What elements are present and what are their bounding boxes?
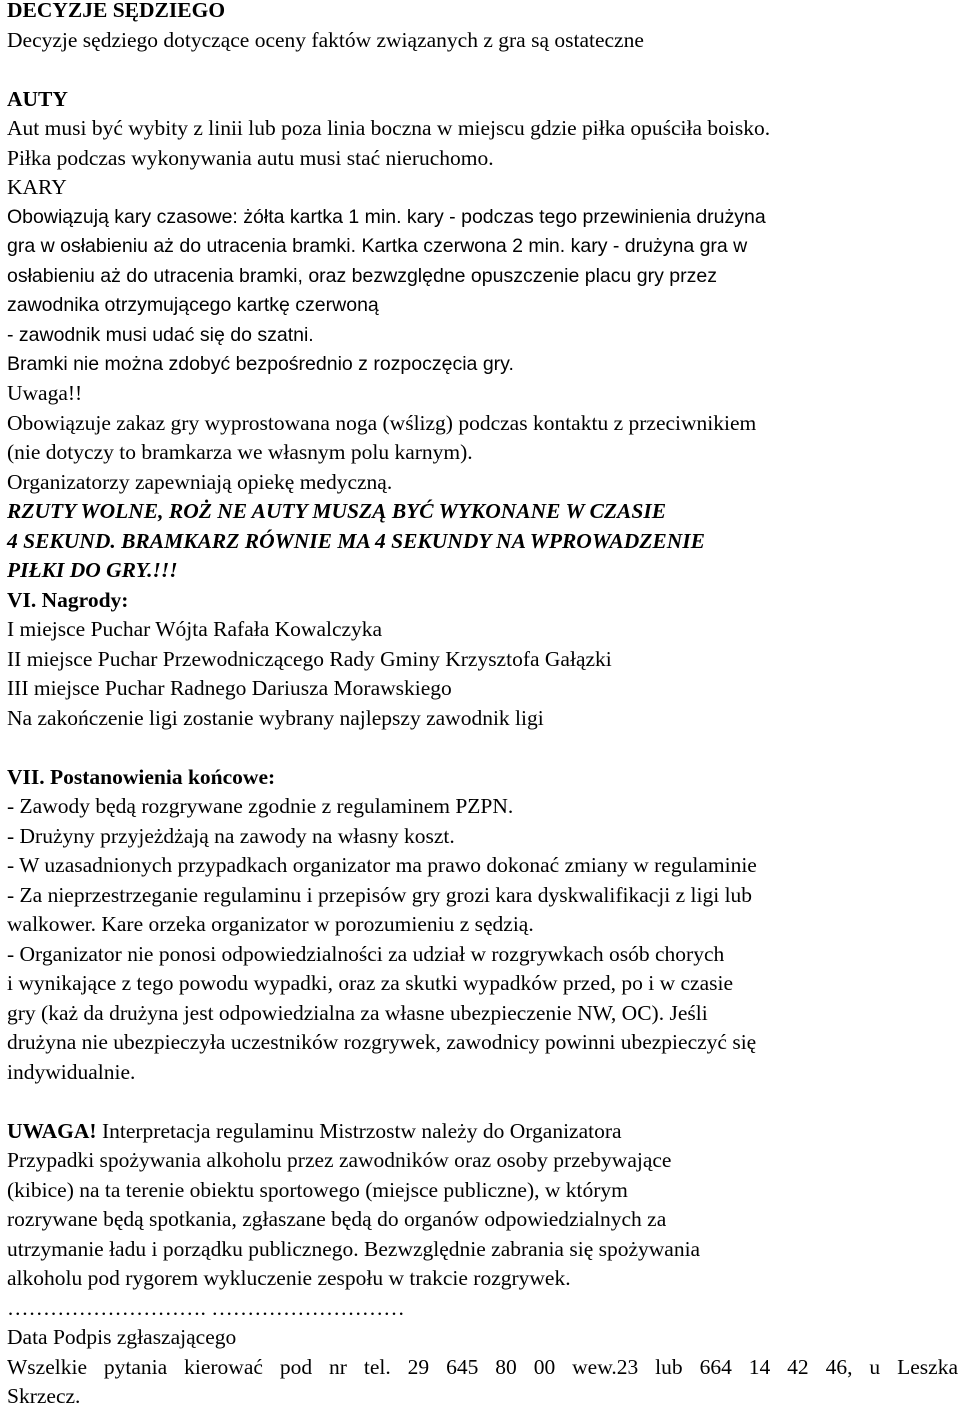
penalties-text: Obowiązują kary czasowe: bbox=[7, 206, 244, 228]
penalties-text: żółta kartka 1 min. kary - podczas tego przewinienia drużyna bbox=[243, 206, 766, 228]
notice-line: Przypadki spożywania alkoholu przez zawodników oraz osoby przebywające bbox=[7, 1148, 672, 1172]
outs-heading: AUTY bbox=[7, 87, 68, 111]
prize-line: II miejsce Puchar Przewodniczącego Rady Gminy Krzysztofa Gałązki bbox=[7, 647, 612, 671]
notice-line bbox=[7, 1117, 622, 1145]
warning-line: (nie dotyczy to bramkarza we własnym polu karnym). bbox=[7, 440, 473, 464]
prize-line: III miejsce Puchar Radnego Dariusza Morawskiego bbox=[7, 676, 452, 700]
notice-line: utrzymanie ładu i porządku publicznego. Bezwzględnie zabrania się spożywania bbox=[7, 1237, 701, 1261]
warning-emphasis-line: 4 SEKUND. BRAMKARZ RÓWNIE MA 4 SEKUNDY NA WPROWADZENIE bbox=[7, 529, 705, 553]
penalties-line bbox=[7, 203, 766, 231]
final-provision-line: walkower. Kare orzeka organizator w porozumieniu z sędzią. bbox=[7, 912, 534, 936]
penalties-text: Kartka czerwona 2 min. kary - drużyna gra w bbox=[356, 235, 748, 257]
contact-line: Skrzecz. bbox=[7, 1384, 81, 1408]
penalties-line: osłabieniu aż do utracenia bramki, oraz bezwzględne opuszczenie placu gry przez bbox=[7, 265, 717, 287]
outs-line: Aut musi być wybity z linii lub poza linia boczna w miejscu gdzie piłka opuściła boisko. bbox=[7, 116, 771, 140]
final-provision-line: gry (każ da drużyna jest odpowiedzialna za własne ubezpieczenie NW, OC). Jeśli bbox=[7, 1001, 708, 1025]
final-provision-line: i wynikające z tego powodu wypadki, oraz za skutki wypadków przed, po i w czasie bbox=[7, 971, 733, 995]
penalties-line: - zawodnik musi udać się do szatni. bbox=[7, 324, 314, 346]
warning-label: Uwaga!! bbox=[7, 381, 83, 405]
warning-line: Organizatorzy zapewniają opiekę medyczną. bbox=[7, 470, 393, 494]
warning-emphasis-line: PIŁKI DO GRY.!!! bbox=[7, 558, 178, 582]
notice-label: UWAGA! bbox=[7, 1119, 97, 1143]
final-provision-line: - Zawody będą rozgrywane zgodnie z regulaminem PZPN. bbox=[7, 794, 514, 818]
notice-line: alkoholu pod rygorem wykluczenie zespołu w trakcie rozgrywek. bbox=[7, 1266, 571, 1290]
final-provision-line: - W uzasadnionych przypadkach organizator ma prawo dokonać zmiany w regulaminie bbox=[7, 853, 757, 877]
final-provision-line: - Organizator nie ponosi odpowiedzialności za udział w rozgrywkach osób chorych bbox=[7, 942, 725, 966]
signature-dots: ………………………. ……………………… bbox=[7, 1296, 405, 1320]
final-provisions-heading: VII. Postanowienia końcowe: bbox=[7, 765, 276, 789]
penalties-line: Bramki nie można zdobyć bezpośrednio z rozpoczęcia gry. bbox=[7, 353, 514, 375]
judge-decisions-heading: DECYZJE SĘDZIEGO bbox=[7, 0, 226, 22]
penalties-heading: KARY bbox=[7, 175, 67, 199]
penalties-text: gra w osłabieniu aż do utracenia bramki. bbox=[7, 235, 357, 257]
contact-line: Wszelkie pytania kierować pod nr tel. 29 645 80 00 wew.23 lub 664 14 42 46, u Leszka bbox=[7, 1355, 958, 1379]
warning-line: Obowiązuje zakaz gry wyprostowana noga (wślizg) podczas kontaktu z przeciwnikiem bbox=[7, 411, 757, 435]
notice-line: rozrywane będą spotkania, zgłaszane będą do organów odpowiedzialnych za bbox=[7, 1207, 667, 1231]
signature-label: Data Podpis zgłaszającego bbox=[7, 1325, 237, 1349]
judge-decisions-text: Decyzje sędziego dotyczące oceny faktów związanych z gra są ostateczne bbox=[7, 28, 644, 52]
penalties-line bbox=[7, 232, 747, 260]
final-provision-line: - Za nieprzestrzeganie regulaminu i przepisów gry grozi kara dyskwalifikacji z ligi lub bbox=[7, 883, 753, 907]
notice-line: (kibice) na ta terenie obiektu sportowego (miejsce publiczne), w którym bbox=[7, 1178, 628, 1202]
outs-line: Piłka podczas wykonywania autu musi stać nieruchomo. bbox=[7, 146, 494, 170]
penalties-line: zawodnika otrzymującego kartkę czerwoną bbox=[7, 294, 379, 316]
final-provision-line: drużyna nie ubezpieczyła uczestników rozgrywek, zawodnicy powinni ubezpieczyć się bbox=[7, 1030, 757, 1054]
final-provision-line: - Drużyny przyjeżdżają na zawody na własny koszt. bbox=[7, 824, 455, 848]
prizes-heading: VI. Nagrody: bbox=[7, 588, 129, 612]
notice-text: Interpretacja regulaminu Mistrzostw należy do Organizatora bbox=[96, 1119, 622, 1143]
prize-line: I miejsce Puchar Wójta Rafała Kowalczyka bbox=[7, 617, 383, 641]
prize-line: Na zakończenie ligi zostanie wybrany najlepszy zawodnik ligi bbox=[7, 706, 544, 730]
final-provision-line: indywidualnie. bbox=[7, 1060, 136, 1084]
warning-emphasis-line: RZUTY WOLNE, ROŻ NE AUTY MUSZĄ BYĆ WYKONANE W CZASIE bbox=[7, 499, 667, 523]
